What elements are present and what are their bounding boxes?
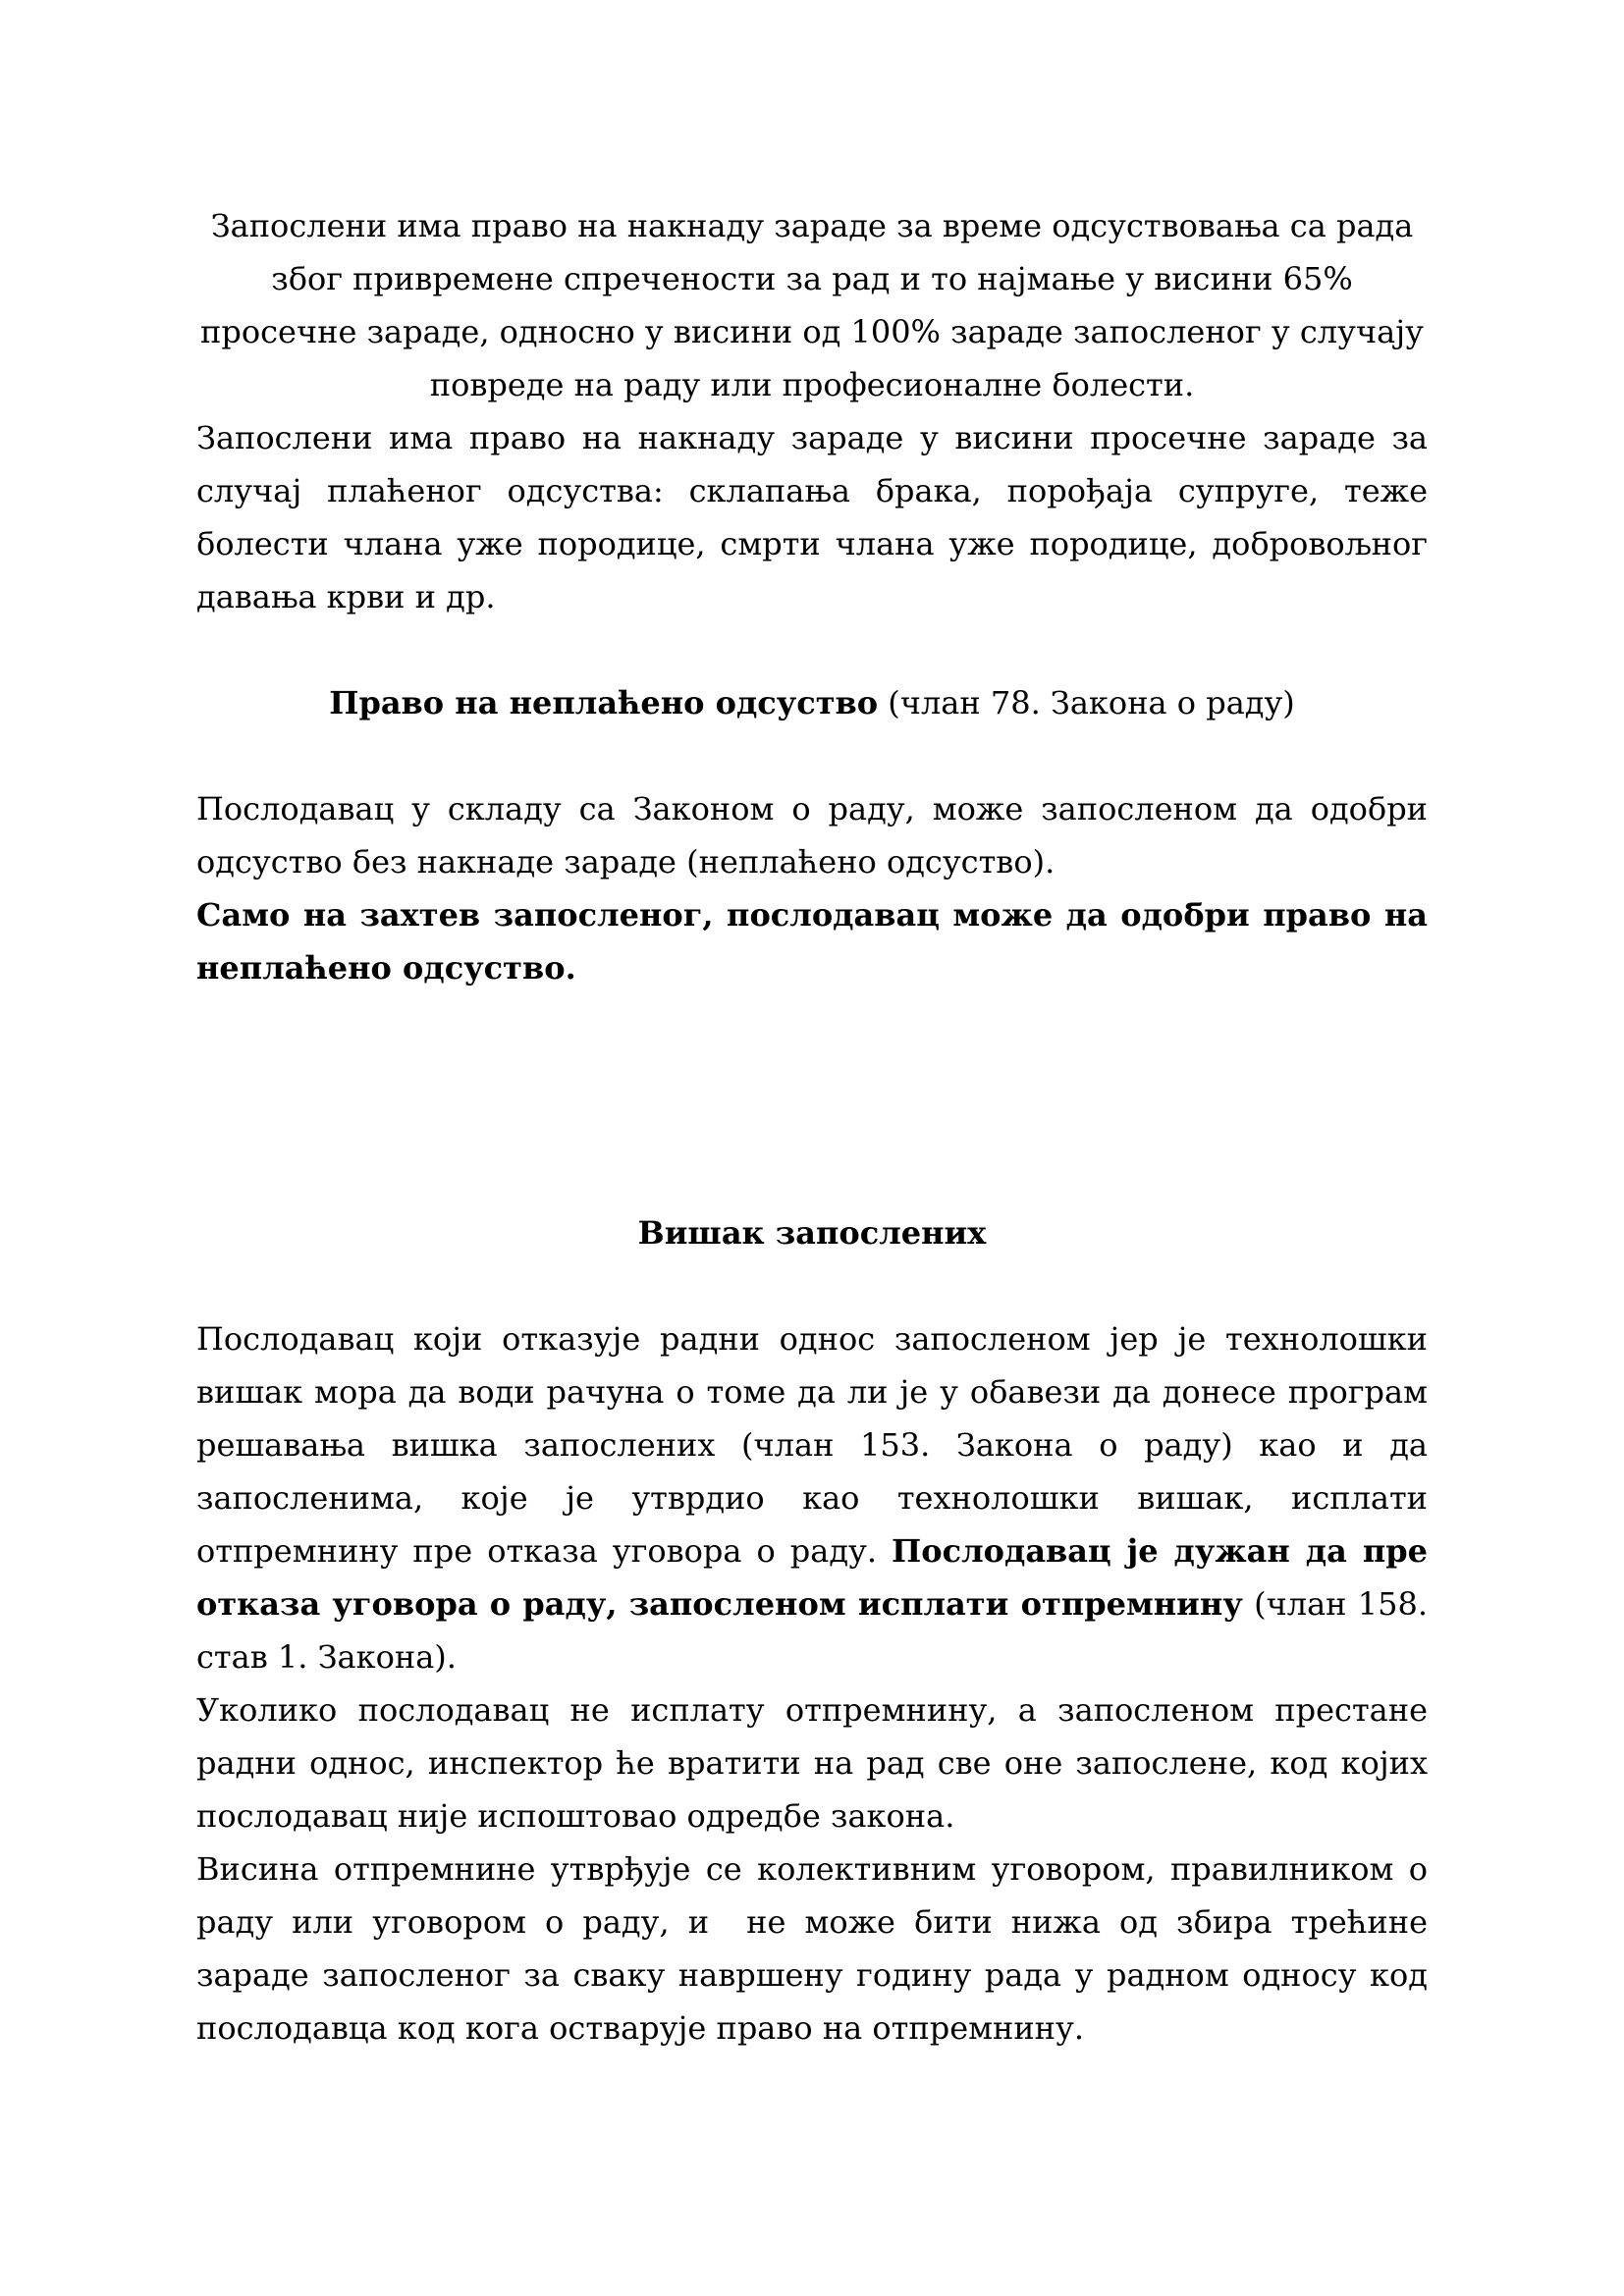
bold-text-run: Послодавац је дужан да пре отказа уговора о раду, запосленом исплати отпремнину [196,1532,1439,1623]
text-run: (члан 78. Закона о раду) [878,684,1295,721]
text-run: Запослени има право на накнаду зараде у висини просечне зараде за случај плаћеног одсуства: склапања брака, порођаја супруге, теже болести члана уже породице, смрти члана уже породице, добровољног давања крви и др. [196,419,1438,615]
heading-redundancy [196,1206,1428,1259]
para-severance-amount [196,1842,1438,2055]
text-run: Запослени има право на накнаду зараде за време одсуствовања са рада због привремене спречености за рад и то најмање у висини 65% просечне зараде, односно у висини од 100% зараде запосленог у случају повреде на раду или професионалне болести. [200,207,1435,403]
text-run: (члан 158. став 1. Закона). [196,1585,1438,1676]
text-run: Висина отпремнине утврђује се колективним уговором, правилником о раду или уговором о раду, и не може бити нижа од збира трећине зараде запосленог за сваку навршену годину рада у радном односу код послодавца код кога остварује право на отпремнину. [196,1850,1438,2047]
bold-text-run: Само на захтев запосленог, послодавац може да одобри право на неплаћено одсуство. [196,896,1439,987]
para-redundancy-program [196,1312,1439,1683]
text-run: Уколико послодавац не исплату отпремнину, а запосленом престане радни однос, инспектор ће вратити на рад све оне запослене, код којих послодавац није испоштовао одредбе закона. [196,1691,1438,1835]
para-inspector-reinstatement [196,1683,1438,1842]
para-unpaid-leave-request [196,888,1439,994]
para-sick-leave-compensation [196,199,1435,411]
text-run: Послодавац у складу са Законом о раду, може запосленом да одобри одсуство без накнаде зараде (неплаћено одсуство). [196,790,1438,881]
bold-text-run: Право на неплаћено одсуство [329,684,879,721]
heading-unpaid-leave [196,676,1428,729]
para-unpaid-leave-approval [196,782,1438,888]
text-run: Послодавац који отказује радни однос запосленом јер је технолошки вишак мора да води рачуна о томе да ли је у обавези да донесе програм решавања вишка запослених (члан 153. Закона о раду) као и да запосленима, које је утврдио као технолошки вишак, исплати отпремнину пре отказа уговора о раду. [196,1320,1438,1570]
para-paid-leave-compensation [196,411,1438,623]
bold-text-run: Вишак запослених [637,1214,987,1252]
